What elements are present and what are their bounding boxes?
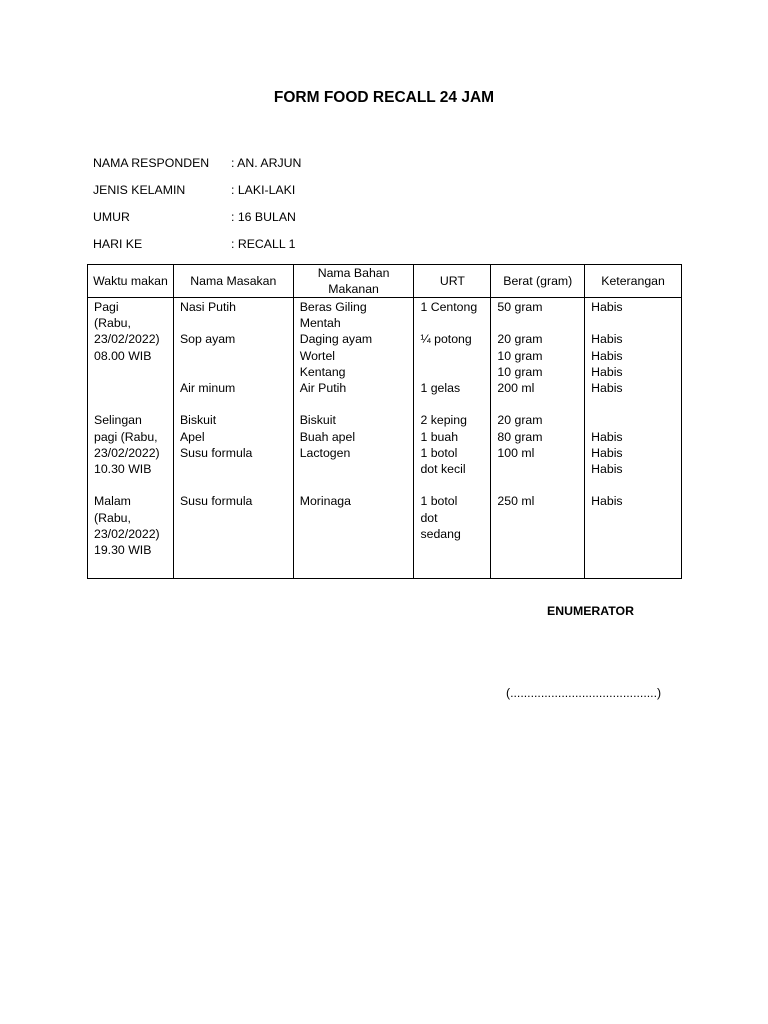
cell-line xyxy=(420,477,485,493)
enumerator-label: ENUMERATOR xyxy=(547,604,634,618)
cell-line: Lactogen xyxy=(299,445,351,460)
cell-line: Susu formula xyxy=(179,445,253,460)
cell-line: 1 gelas xyxy=(420,381,461,396)
info-value: : RECALL 1 xyxy=(231,237,296,251)
cell-line: 23/02/2022) xyxy=(94,445,160,460)
cell-line: 20 gram xyxy=(497,413,543,428)
info-row-hari-ke xyxy=(93,236,295,252)
cell-line xyxy=(497,396,579,412)
table-row xyxy=(88,298,682,579)
signature-line: (...........................................) xyxy=(506,686,662,700)
cell-line: Selingan xyxy=(94,413,142,428)
info-label: HARI KE xyxy=(93,237,143,251)
cell-line: 1 Centong xyxy=(420,300,478,314)
cell-line: Habis xyxy=(591,381,623,396)
cell-line xyxy=(420,364,485,380)
cell-line: Sop ayam xyxy=(179,332,236,347)
cell-line: Kentang xyxy=(299,364,346,379)
cell-waktu-makan xyxy=(88,298,174,579)
cell-line: 1 botol xyxy=(420,445,458,460)
cell-line xyxy=(300,461,409,477)
cell-line: Wortel xyxy=(299,348,336,363)
info-row-jenis-kelamin xyxy=(93,182,295,198)
cell-line xyxy=(591,315,676,331)
cell-line xyxy=(180,461,288,477)
cell-line xyxy=(94,396,168,412)
cell-line xyxy=(591,412,676,428)
header-nama-bahan-makanan: Nama Bahan Makanan xyxy=(293,265,414,298)
header-urt: URT xyxy=(414,265,491,298)
info-value: : AN. ARJUN xyxy=(231,156,302,170)
cell-line xyxy=(591,396,676,412)
cell-line xyxy=(420,348,485,364)
cell-line: dot xyxy=(420,510,438,525)
header-waktu-makan: Waktu makan xyxy=(88,265,174,298)
cell-line xyxy=(180,396,288,412)
cell-line: Malam xyxy=(94,494,131,509)
cell-line: sedang xyxy=(420,526,461,541)
cell-line xyxy=(94,364,168,380)
cell-line xyxy=(180,364,288,380)
cell-line: Air Putih xyxy=(299,381,347,396)
cell-urt xyxy=(414,298,491,579)
cell-line: 250 ml xyxy=(497,494,535,509)
cell-line xyxy=(420,315,485,331)
cell-line xyxy=(300,396,409,412)
cell-line: (Rabu, xyxy=(94,316,131,331)
header-nama-masakan: Nama Masakan xyxy=(173,265,293,298)
cell-line: Apel xyxy=(179,429,205,444)
cell-line: 2 keping xyxy=(420,413,467,428)
cell-line: Beras Giling xyxy=(299,300,367,314)
cell-line xyxy=(180,348,288,364)
cell-nama-masakan xyxy=(173,298,293,579)
cell-nama-bahan xyxy=(293,298,414,579)
cell-line: Pagi xyxy=(94,300,119,314)
cell-line: Biskuit xyxy=(299,413,336,428)
cell-line xyxy=(497,315,579,331)
info-row-nama-responden xyxy=(93,155,301,171)
cell-line xyxy=(497,477,579,493)
cell-line xyxy=(497,461,579,477)
cell-line: 20 gram xyxy=(497,332,543,347)
cell-line: Habis xyxy=(591,300,623,314)
form-title: FORM FOOD RECALL 24 JAM xyxy=(273,89,495,106)
cell-keterangan xyxy=(585,298,682,579)
cell-line: Susu formula xyxy=(179,494,253,509)
cell-line: Habis xyxy=(591,462,623,477)
info-value: : 16 BULAN xyxy=(231,210,296,224)
cell-line: Daging ayam xyxy=(299,332,373,347)
cell-line: Air minum xyxy=(179,381,236,396)
cell-line: Habis xyxy=(591,429,623,444)
cell-line xyxy=(94,380,168,396)
cell-line xyxy=(94,477,168,493)
cell-line: Nasi Putih xyxy=(179,300,236,314)
cell-line: 23/02/2022) xyxy=(94,332,160,347)
cell-line xyxy=(591,477,676,493)
cell-line: 100 ml xyxy=(497,445,535,460)
cell-line xyxy=(180,477,288,493)
cell-line: (Rabu, xyxy=(94,510,131,525)
cell-line: 1 buah xyxy=(420,429,459,444)
header-berat: Berat (gram) xyxy=(491,265,585,298)
cell-line: ¼ potong xyxy=(420,332,472,347)
cell-line: pagi (Rabu, xyxy=(94,429,158,444)
cell-line: 10 gram xyxy=(497,348,543,363)
cell-line xyxy=(420,396,485,412)
info-row-umur xyxy=(93,209,296,225)
table-header-row xyxy=(88,265,682,298)
cell-line: 10.30 WIB xyxy=(94,462,152,477)
cell-line: Morinaga xyxy=(299,494,351,509)
cell-line: 19.30 WIB xyxy=(94,543,152,558)
cell-line: 50 gram xyxy=(497,300,543,314)
cell-line: Habis xyxy=(591,494,623,509)
cell-line: Buah apel xyxy=(299,429,356,444)
info-label: UMUR xyxy=(93,210,130,224)
info-label: JENIS KELAMIN xyxy=(93,183,186,197)
info-value: : LAKI-LAKI xyxy=(231,183,296,197)
cell-line: 08.00 WIB xyxy=(94,348,152,363)
food-recall-table xyxy=(87,264,682,579)
cell-line: Habis xyxy=(591,332,623,347)
cell-line: Biskuit xyxy=(179,413,217,428)
cell-line: 23/02/2022) xyxy=(94,526,160,541)
cell-line: 1 botol xyxy=(420,494,458,509)
cell-line xyxy=(300,477,409,493)
info-label: NAMA RESPONDEN xyxy=(93,156,210,170)
cell-line: Habis xyxy=(591,364,623,379)
cell-line: Habis xyxy=(591,445,623,460)
cell-line: 200 ml xyxy=(497,381,535,396)
cell-line: 10 gram xyxy=(497,364,543,379)
cell-line: Mentah xyxy=(299,316,341,331)
cell-line xyxy=(180,315,288,331)
cell-line: 80 gram xyxy=(497,429,543,444)
cell-line: dot kecil xyxy=(420,462,466,477)
cell-berat xyxy=(491,298,585,579)
header-keterangan: Keterangan xyxy=(585,265,682,298)
cell-line: Habis xyxy=(591,348,623,363)
